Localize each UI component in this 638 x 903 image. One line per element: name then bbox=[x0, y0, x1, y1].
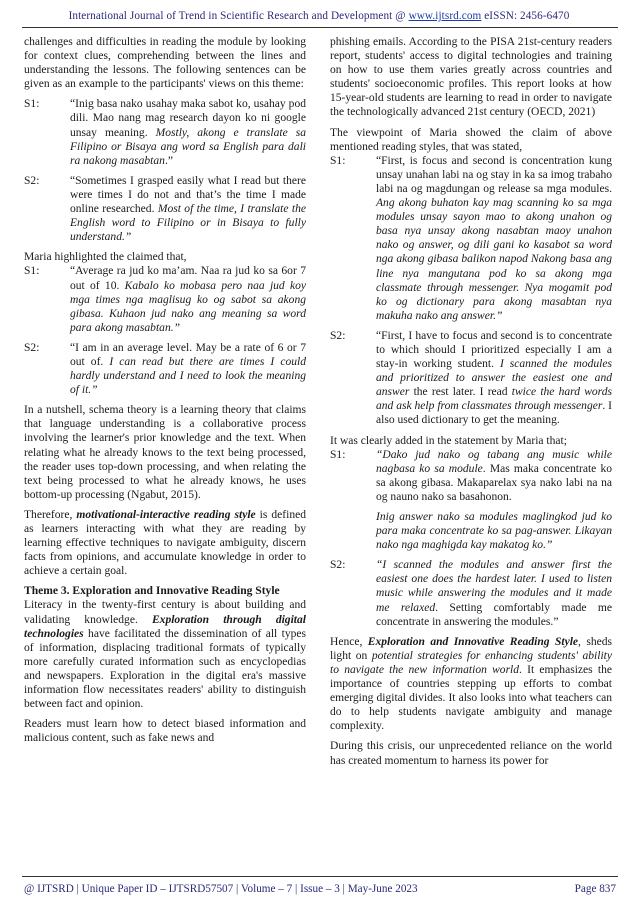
quote-text: . Mas maka concentrate ko sa akong gibasa. Makaparelax sya nako labi na na og nauno nako sa basahonon. bbox=[376, 462, 612, 503]
quote-emphasis: “I scanned the modules and answer first the easiest one does the hardest later. I used to listen music while answering the modules and it made me relaxed bbox=[376, 559, 612, 614]
text-run: have facilitated the dissemination of all types of information, displacing traditional formats of typically more carefully curated information such as encyclopedias and newspapers. Exploration in the digital era's massive information flow necessitates readers' ability to distinguish between fact and opinion. bbox=[24, 627, 306, 711]
quote-emphasis: I scanned the modules and prioritized to answer the easiest one and answer bbox=[376, 358, 612, 399]
speaker-label: S1: bbox=[24, 265, 40, 278]
quote-s1 bbox=[24, 264, 306, 334]
quote-s2 bbox=[24, 341, 306, 397]
left-column bbox=[24, 35, 306, 751]
journal-url-link[interactable]: www.ijtsrd.com bbox=[408, 10, 482, 22]
quote-text: the rest later. I read bbox=[409, 386, 512, 399]
text-run: , sheds light on bbox=[330, 635, 613, 662]
paragraph: The viewpoint of Maria showed the claim of above mentioned reading styles, that was stated, bbox=[330, 126, 612, 153]
paragraph: challenges and difficulties in reading the module by looking for context clues, comprehending between the lines and understanding the lessons. The following sentences can be given as an example to the participants' views on this theme: bbox=[24, 36, 306, 91]
quote-translation: Ang akong buhaton kay mag scanning ko sa mga modules unsay sayon mao to akong unahon og basa nya unsay akong nasabtan maoy unahon nako og answer, og dili gani ko kasabot sa word nga akong gibasa balikon napod Nakong basa ang line nya mangutana pod ko sa akong mga classmate through messenger. Nya mogamit pod ko og dictionary para akong masabtan nya makuha nako ang answer.” bbox=[376, 197, 612, 322]
text-run: Hence, bbox=[330, 635, 368, 648]
quote-text: “First, I have to focus and second is to concentrate to which should I prioritized especially I am a stay-in working student. bbox=[376, 329, 612, 371]
footer-citation: @ IJTSRD | Unique Paper ID – IJTSRD57507 | Volume – 7 | Issue – 3 | May-June 2023 bbox=[24, 883, 418, 895]
paragraph: Readers must learn how to detect biased information and malicious content, such as fake news and bbox=[24, 718, 306, 745]
quote-s2 bbox=[330, 329, 612, 428]
paragraph: During this crisis, our unprecedented reliance on the world has created momentum to harness its power for bbox=[330, 740, 612, 767]
speaker-label: S2: bbox=[24, 174, 40, 187]
quote-translation: Kabalo ko mobasa pero naa jud koy mga times nga maglisug ko og sabot sa akong gibasa. Kuhaon jud nako ang meaning sa word para akong masabtan.” bbox=[70, 279, 307, 334]
text-run: is defined as learners interacting with what they are reading by learning effective techniques to navigate ambiguity, discern facts from opinions, and accumulate knowledge in order to achieve a certain goal. bbox=[24, 508, 306, 578]
quote-text: “I am in an average level. May be a rate of 6 or 7 out of. bbox=[70, 341, 306, 368]
quote-s1 bbox=[330, 154, 612, 323]
right-column bbox=[330, 35, 612, 774]
emphasis-term: Exploration and Innovative Reading Style bbox=[367, 635, 579, 648]
text-run: . It emphasizes the importance of countries stepping up efforts to combat emerging digital divides. It also looks into what teachers can do to help students navigate ambiguity and manage complexity. bbox=[330, 663, 612, 733]
text-run: Literacy in the twenty-first century is about building and validating knowledge. bbox=[24, 599, 306, 626]
quote-emphasis: twice the hard words and ask help from classmates through messenger bbox=[376, 386, 612, 413]
quote-text: “First, is focus and second is concentration kung unsay unahan labi na og stay in ka sa imog trabaho labi na og magdungan og release sa mga modules. bbox=[376, 154, 612, 195]
quote-emphasis: Inig answer nako sa modules maglingkod jud ko para maka concentrate ko sa pag-answer. Likayan nako nga maghigda kay makatog ko.” bbox=[376, 511, 612, 552]
quote-text: . Setting comfortably made me concentrate in answering the modules.” bbox=[376, 601, 613, 628]
speaker-label: S1: bbox=[24, 98, 40, 111]
quote-s1 bbox=[24, 97, 306, 167]
section-heading: Theme 3. Exploration and Innovative Reading Style bbox=[24, 585, 280, 598]
paragraph: phishing emails. According to the PISA 21st-century readers report, students' access to digital technologies and training on how to use them varies greatly across countries and students' socioeconomic profiles. This report looks at how 15-year-old students are learning to read in order to navigate the technologically advanced 21st century (OECD, 2021) bbox=[330, 36, 612, 119]
speaker-label: S1: bbox=[330, 448, 346, 461]
quote-continuation bbox=[330, 510, 612, 552]
quote-translation: I can read but there are times I could hardly understand and I need to look the meaning of it.” bbox=[70, 355, 306, 397]
paragraph: Maria highlighted the claimed that, bbox=[24, 251, 187, 264]
quote-translation: Most of the time, I translate the English word to Filipino or in Bisaya to fully understand.” bbox=[70, 203, 306, 244]
quote-emphasis: “Dako jud nako og tabang ang music while nagbasa ko sa module bbox=[376, 448, 612, 475]
header-rule bbox=[22, 27, 618, 28]
speaker-label: S2: bbox=[24, 341, 40, 354]
emphasis-term: Exploration through digital technologies bbox=[24, 613, 306, 640]
quote-s1 bbox=[330, 448, 612, 504]
emphasis-term: motivational-interactive reading style bbox=[76, 508, 256, 521]
speaker-label: S2: bbox=[330, 329, 346, 342]
speaker-label: S1: bbox=[330, 154, 346, 167]
page-footer bbox=[24, 883, 616, 895]
quote-translation: Mostly, akong e translate sa Filipino or Bisaya ang word sa English para dali ra nakong masabtan bbox=[70, 126, 306, 167]
speaker-label: S2: bbox=[330, 559, 346, 572]
page-number: Page 837 bbox=[574, 883, 616, 895]
quote-end: .” bbox=[164, 154, 173, 167]
quote-text: “Sometimes I grasped easily what I read but there were times I do not and that’s the time I made online researched. bbox=[70, 174, 306, 216]
quote-text: “Average ra jud ko ma’am. Naa ra jud ko sa 6or 7 out of 10. bbox=[70, 265, 306, 292]
paragraph: In a nutshell, schema theory is a learning theory that claims that language understanding is a collaborative process involving the learner's prior knowledge and the text. When relating what he already knows to the text being processed, the reader uses top-down processing, and when relating the text being processed to what he already knows, he uses bottom-up processing (Ngabut, 2015). bbox=[24, 404, 306, 501]
journal-name: International Journal of Trend in Scientific Research and Development @ bbox=[68, 10, 409, 22]
journal-issn: eISSN: 2456-6470 bbox=[481, 10, 570, 22]
paragraph bbox=[24, 598, 306, 711]
quote-text: . I also used dictionary to get the meaning. bbox=[376, 400, 613, 427]
paragraph bbox=[24, 508, 306, 578]
emphasis-phrase: potential strategies for enhancing students' ability to navigate the new information world bbox=[330, 649, 612, 676]
footer-rule bbox=[22, 876, 618, 877]
journal-header bbox=[0, 10, 638, 22]
paragraph: It was clearly added in the statement by Maria that; bbox=[330, 434, 567, 447]
paragraph bbox=[330, 635, 612, 734]
quote-text: “Inig basa nako usahay maka sabot ko, usahay pod dili. Mao nang mag research dayon ko ni google unsay meaning. bbox=[70, 98, 306, 139]
text-run: Therefore, bbox=[24, 508, 77, 521]
quote-s2 bbox=[24, 174, 306, 244]
quote-s2 bbox=[330, 558, 612, 628]
